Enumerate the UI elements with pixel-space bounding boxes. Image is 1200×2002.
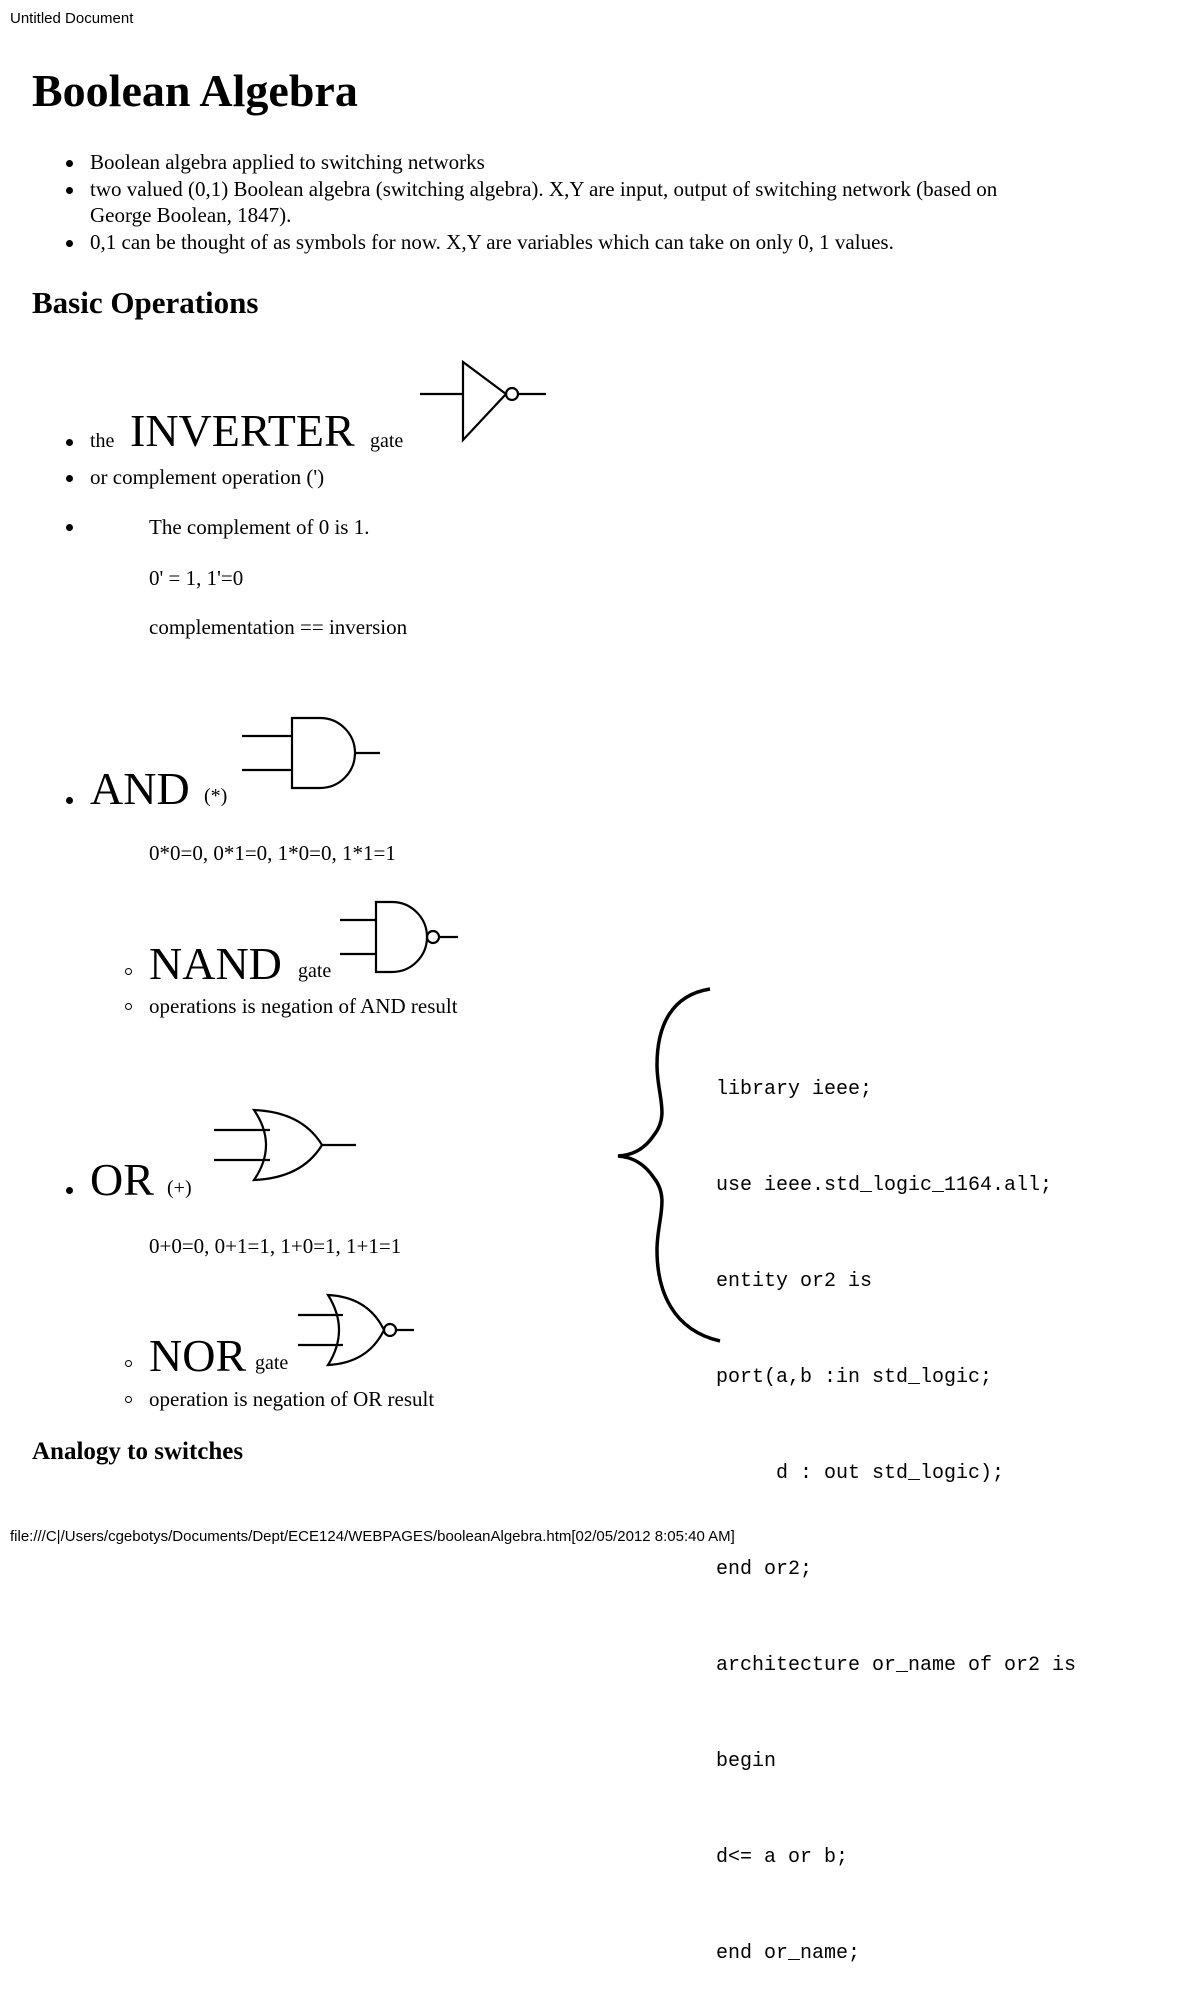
sub-bullet-icon bbox=[125, 968, 132, 975]
basic-operations-heading: Basic Operations bbox=[32, 285, 259, 320]
code-line: end or_name; bbox=[716, 1942, 861, 1965]
vhdl-code-block bbox=[716, 1010, 1076, 2002]
nand-gate-icon bbox=[340, 900, 462, 976]
bullet-icon bbox=[66, 475, 73, 482]
inverter-description: or complement operation (') bbox=[90, 465, 325, 489]
or-symbol: (+) bbox=[167, 1177, 192, 1199]
bullet-icon bbox=[66, 797, 73, 804]
code-line: use ieee.std_logic_1164.all; bbox=[716, 1174, 1053, 1197]
nor-description: operation is negation of OR result bbox=[149, 1387, 435, 1411]
inverter-line-2: 0' = 1, 1'=0 bbox=[149, 566, 244, 590]
and-symbol: (*) bbox=[204, 785, 228, 807]
or-name: OR bbox=[90, 1154, 154, 1205]
nor-name: NOR bbox=[149, 1330, 247, 1381]
analogy-heading: Analogy to switches bbox=[32, 1438, 244, 1465]
and-name: AND bbox=[90, 763, 190, 814]
code-line: d<= a or b; bbox=[716, 1846, 849, 1869]
intro-bullet-2-continued: George Boolean, 1847). bbox=[90, 203, 292, 227]
code-line: d : out std_logic); bbox=[716, 1462, 1005, 1485]
nor-suffix: gate bbox=[255, 1352, 289, 1374]
bullet-icon bbox=[66, 439, 73, 446]
nor-gate-icon bbox=[298, 1293, 418, 1369]
inverter-line-3: complementation == inversion bbox=[149, 615, 408, 639]
intro-bullet-1: Boolean algebra applied to switching networks bbox=[90, 150, 485, 174]
document-header-title: Untitled Document bbox=[10, 10, 134, 27]
bullet-icon bbox=[66, 240, 73, 247]
bullet-icon bbox=[66, 1187, 73, 1194]
bullet-icon bbox=[66, 187, 73, 194]
nand-description: operations is negation of AND result bbox=[149, 994, 458, 1018]
page-title: Boolean Algebra bbox=[32, 65, 358, 116]
sub-bullet-icon bbox=[125, 1396, 132, 1403]
or-gate-icon bbox=[214, 1108, 360, 1184]
inverter-line-1: The complement of 0 is 1. bbox=[149, 515, 370, 539]
code-line: begin bbox=[716, 1750, 777, 1773]
code-line: port(a,b :in std_logic; bbox=[716, 1366, 993, 1389]
nand-name: NAND bbox=[149, 938, 282, 989]
and-truth-table: 0*0=0, 0*1=0, 1*0=0, 1*1=1 bbox=[149, 841, 396, 865]
sub-bullet-icon bbox=[125, 1003, 132, 1010]
inverter-gate-icon bbox=[420, 360, 550, 442]
intro-bullet-3: 0,1 can be thought of as symbols for now. X,Y are variables which can take on only 0, 1 values. bbox=[90, 230, 894, 254]
code-line: architecture or_name of or2 is bbox=[716, 1654, 1077, 1677]
intro-bullet-2: two valued (0,1) Boolean algebra (switching algebra). X,Y are input, output of switching network (based on bbox=[90, 177, 998, 201]
bullet-icon bbox=[66, 524, 73, 531]
nand-suffix: gate bbox=[298, 960, 332, 982]
code-line: end or2; bbox=[716, 1558, 813, 1581]
code-line: entity or2 is bbox=[716, 1270, 873, 1293]
bullet-icon bbox=[66, 160, 73, 167]
inverter-suffix: gate bbox=[370, 430, 404, 452]
footer-file-path: file:///C|/Users/cgebotys/Documents/Dept/ECE124/WEBPAGES/booleanAlgebra.htm[02/05/2012 8:05:40 AM] bbox=[10, 1528, 735, 1545]
inverter-name: INVERTER bbox=[130, 405, 355, 456]
inverter-prefix: the bbox=[90, 430, 115, 452]
and-gate-icon bbox=[242, 716, 384, 792]
code-line: library ieee; bbox=[716, 1078, 873, 1101]
sub-bullet-icon bbox=[125, 1360, 132, 1367]
or-truth-table: 0+0=0, 0+1=1, 1+0=1, 1+1=1 bbox=[149, 1234, 402, 1258]
curly-brace-icon bbox=[612, 985, 722, 1350]
